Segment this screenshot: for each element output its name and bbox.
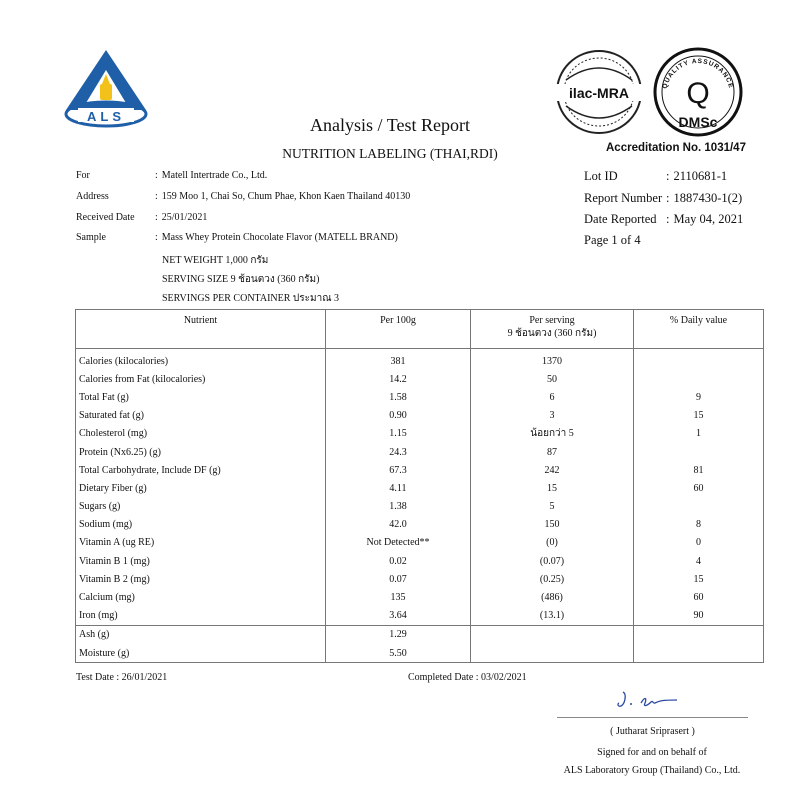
per-serving-cell: 50 [471,370,634,388]
sample-value: : Mass Whey Protein Chocolate Flavor (MATELL BRAND) [155,232,398,243]
header-per-serving-line1: Per serving [529,315,575,326]
nutrient-cell: Vitamin B 1 (mg) [76,552,326,570]
nutrient-cell: Total Carbohydrate, Include DF (g) [76,461,326,479]
daily-value-cell [634,349,764,371]
table-row [76,479,764,497]
per-serving-cell: น้อยกว่า 5 [471,425,634,443]
per-100g-cell: 1.58 [326,388,471,406]
per-serving-cell: (0.07) [471,552,634,570]
page-indicator: Page 1 of 4 [584,233,641,247]
nutrient-cell: Saturated fat (g) [76,407,326,425]
nutrient-cell: Calories (kilocalories) [76,349,326,371]
table-row [76,516,764,534]
nutrient-cell: Ash (g) [76,625,326,644]
nutrient-cell: Dietary Fiber (g) [76,479,326,497]
per-100g-cell: 42.0 [326,516,471,534]
table-row [76,570,764,588]
test-date: Test Date : 26/01/2021 [76,672,168,683]
report-number-value: : 1887430-1(2) [666,191,743,205]
daily-value-cell: 15 [634,570,764,588]
nutrient-cell: Cholesterol (mg) [76,425,326,443]
nutrient-cell: Total Fat (g) [76,388,326,406]
nutrition-table [75,309,764,663]
table-row [76,425,764,443]
nutrient-cell: Calcium (mg) [76,588,326,606]
completed-date: Completed Date : 03/02/2021 [408,672,527,683]
lot-id-label: Lot ID [584,169,618,183]
dmsc-logo-text: DMSc [678,114,718,130]
daily-value-cell: 1 [634,425,764,443]
per-serving-cell: 150 [471,516,634,534]
serving-size: SERVING SIZE 9 ช้อนตวง (360 กรัม) [162,274,320,285]
per-serving-cell: 15 [471,479,634,497]
per-serving-cell: 3 [471,407,634,425]
table-row [76,498,764,516]
daily-value-cell [634,625,764,644]
date-reported-value: : May 04, 2021 [666,212,744,226]
per-100g-cell: 67.3 [326,461,471,479]
address-value: : 159 Moo 1, Chai So, Chum Phae, Khon Kaen Thailand 40130 [155,191,411,202]
per-100g-cell: 1.29 [326,625,471,644]
table-row [76,461,764,479]
per-serving-cell: 5 [471,498,634,516]
per-100g-cell: 0.02 [326,552,471,570]
servings-per-container: SERVINGS PER CONTAINER ประมาณ 3 [162,293,339,304]
nutrient-cell: Vitamin B 2 (mg) [76,570,326,588]
table-row [76,552,764,570]
nutrient-cell: Moisture (g) [76,644,326,663]
per-serving-cell [471,625,634,644]
date-reported-label: Date Reported [584,212,657,226]
signed-on-behalf: Signed for and on behalf of [597,747,707,758]
daily-value-cell [634,644,764,663]
nutrient-cell: Protein (Nx6.25) (g) [76,443,326,461]
daily-value-cell: 15 [634,407,764,425]
per-100g-cell: 0.07 [326,570,471,588]
per-100g-cell: 1.15 [326,425,471,443]
header-per-serving [471,310,634,349]
company-name: ALS Laboratory Group (Thailand) Co., Ltd. [563,765,741,776]
per-serving-cell: 1370 [471,349,634,371]
table-row [76,370,764,388]
daily-value-cell: 8 [634,516,764,534]
ilac-logo-text: ilac-MRA [569,85,629,101]
table-row [76,644,764,663]
daily-value-cell: 0 [634,534,764,552]
daily-value-cell: 60 [634,588,764,606]
net-weight: NET WEIGHT 1,000 กรัม [162,255,269,266]
per-100g-cell: 24.3 [326,443,471,461]
header-per-100g: Per 100g [326,310,471,349]
table-row [76,349,764,371]
daily-value-cell [634,443,764,461]
for-label: For [76,170,90,181]
daily-value-cell [634,498,764,516]
address-label: Address [76,191,109,202]
per-serving-cell: 87 [471,443,634,461]
nutrient-cell: Sugars (g) [76,498,326,516]
header-nutrient: Nutrient [76,310,326,349]
nutrient-cell: Vitamin A (ug RE) [76,534,326,552]
table-header-row [76,310,764,349]
daily-value-cell: 4 [634,552,764,570]
per-100g-cell: 1.38 [326,498,471,516]
als-logo-text: ALS [87,109,125,124]
accreditation-number: Accreditation No. 1031/47 [606,142,746,154]
daily-value-cell: 9 [634,388,764,406]
report-subtitle: NUTRITION LABELING (THAI,RDI) [282,146,498,161]
header-per-serving-line2: 9 ช้อนตวง (360 กรัม) [507,328,597,339]
signer-name: ( Jutharat Sriprasert ) [610,726,695,737]
report-number-label: Report Number [584,191,663,205]
for-value: : Matell Intertrade Co., Ltd. [155,170,268,181]
per-100g-cell: 5.50 [326,644,471,663]
lot-id-value: : 2110681-1 [666,169,728,183]
header-daily-value: % Daily value [634,310,764,349]
per-100g-cell: 3.64 [326,607,471,626]
report-title: Analysis / Test Report [310,115,470,135]
table-row [76,388,764,406]
daily-value-cell: 90 [634,607,764,626]
table-row [76,607,764,626]
per-serving-cell: (0) [471,534,634,552]
nutrient-cell: Iron (mg) [76,607,326,626]
per-serving-cell [471,644,634,663]
per-serving-cell: (0.25) [471,570,634,588]
signature-image [615,688,685,712]
daily-value-cell: 81 [634,461,764,479]
per-serving-cell: 6 [471,388,634,406]
table-row [76,443,764,461]
sample-label: Sample [76,232,106,243]
per-100g-cell: 135 [326,588,471,606]
table-row [76,407,764,425]
per-serving-cell: (486) [471,588,634,606]
per-serving-cell: (13.1) [471,607,634,626]
per-100g-cell: 14.2 [326,370,471,388]
received-date-value: : 25/01/2021 [155,212,208,223]
per-100g-cell: Not Detected** [326,534,471,552]
daily-value-cell [634,370,764,388]
signature-line [557,717,748,718]
nutrient-cell: Sodium (mg) [76,516,326,534]
table-row [76,588,764,606]
per-100g-cell: 0.90 [326,407,471,425]
per-serving-cell: 242 [471,461,634,479]
per-100g-cell: 381 [326,349,471,371]
nutrient-cell: Calories from Fat (kilocalories) [76,370,326,388]
dmsc-ring-text: QUALITY ASSURANCE [661,57,735,90]
received-date-label: Received Date [76,212,135,223]
per-100g-cell: 4.11 [326,479,471,497]
table-row [76,625,764,644]
daily-value-cell: 60 [634,479,764,497]
dmsc-q-mark: Q [686,77,710,110]
table-row [76,534,764,552]
